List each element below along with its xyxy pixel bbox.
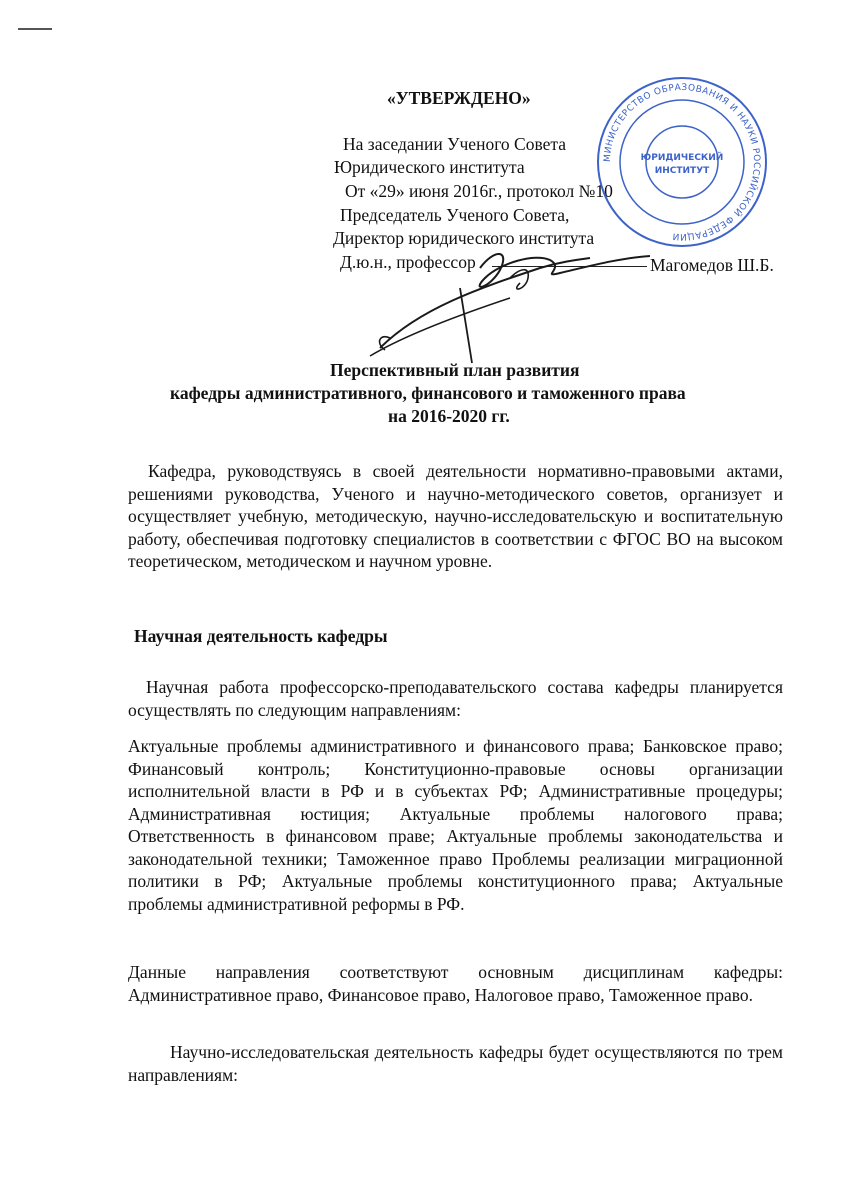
scan-edge-mark <box>18 28 52 30</box>
stamp-ring-text: МИНИСТЕРСТВО ОБРАЗОВАНИЯ И НАУКИ РОССИЙСКОЙ ФЕДЕРАЦИИ <box>602 82 762 242</box>
institute-stamp <box>594 74 770 250</box>
intro-paragraph: Кафедра, руководствуясь в своей деятельности нормативно-правовыми актами, решениями руководства, Ученого и научно-методического советов, организует и осуществляет учебную, методическую, научно-исследовательскую и воспитательную работу, обеспечивая подготовку специалистов в соответствии с ФГОС ВО на высоком теоретическом, методическом и научном уровне. <box>128 461 783 571</box>
disciplines-paragraph: Данные направления соответствуют основным дисциплинам кафедры: Административное право, Финансовое право, Налоговое право, Таможенное право. <box>128 962 783 1005</box>
handwritten-signature <box>360 238 660 368</box>
stamp-center-line1: ЮРИДИЧЕСКИЙ <box>640 153 724 163</box>
plan-heading-line2: кафедры административного, финансового и таможенного права <box>170 383 686 403</box>
section-title: Научная деятельность кафедры <box>134 626 388 646</box>
approval-line-council: На заседании Ученого Совета <box>343 134 567 154</box>
approval-signatory-name: Магомедов Ш.Б. <box>650 255 774 275</box>
research-activity-paragraph: Научно-исследовательская деятельность кафедры будет осуществляются по трем направлениям: <box>128 1042 783 1085</box>
approval-line-institute: Юридического института <box>334 157 525 177</box>
plan-heading-line1: Перспективный план развития <box>330 360 580 380</box>
approval-line-degree: Д.ю.н., профессор <box>340 252 476 272</box>
approval-title: «УТВЕРЖДЕНО» <box>387 88 531 108</box>
research-directions-paragraph: Актуальные проблемы административного и финансового права; Банковское право; Финансовый контроль; Конституционно-правовые основы организации исполнительной власти в РФ и в субъектах РФ; Административные процедуры; Административная юстиция; Актуальные проблемы налогового права; Ответственность в финансовом праве; Актуальные проблемы законодательства и законодательной техники; Таможенное право Проблемы реализации миграционной политики в РФ; Актуальные проблемы конституционного права; Актуальные проблемы административной реформы в РФ. <box>128 736 783 914</box>
stamp-center-line2: ИНСТИТУТ <box>654 166 710 176</box>
approval-line-protocol: От «29» июня 2016г., протокол №10 <box>345 181 613 201</box>
approval-line-chairman: Председатель Ученого Совета, <box>340 205 570 225</box>
research-work-paragraph: Научная работа профессорско-преподавательского состава кафедры планируется осуществлять по следующим направлениям: <box>128 677 783 720</box>
plan-heading-line3: на 2016-2020 гг. <box>388 406 510 426</box>
approval-line-director: Директор юридического института <box>333 228 595 248</box>
